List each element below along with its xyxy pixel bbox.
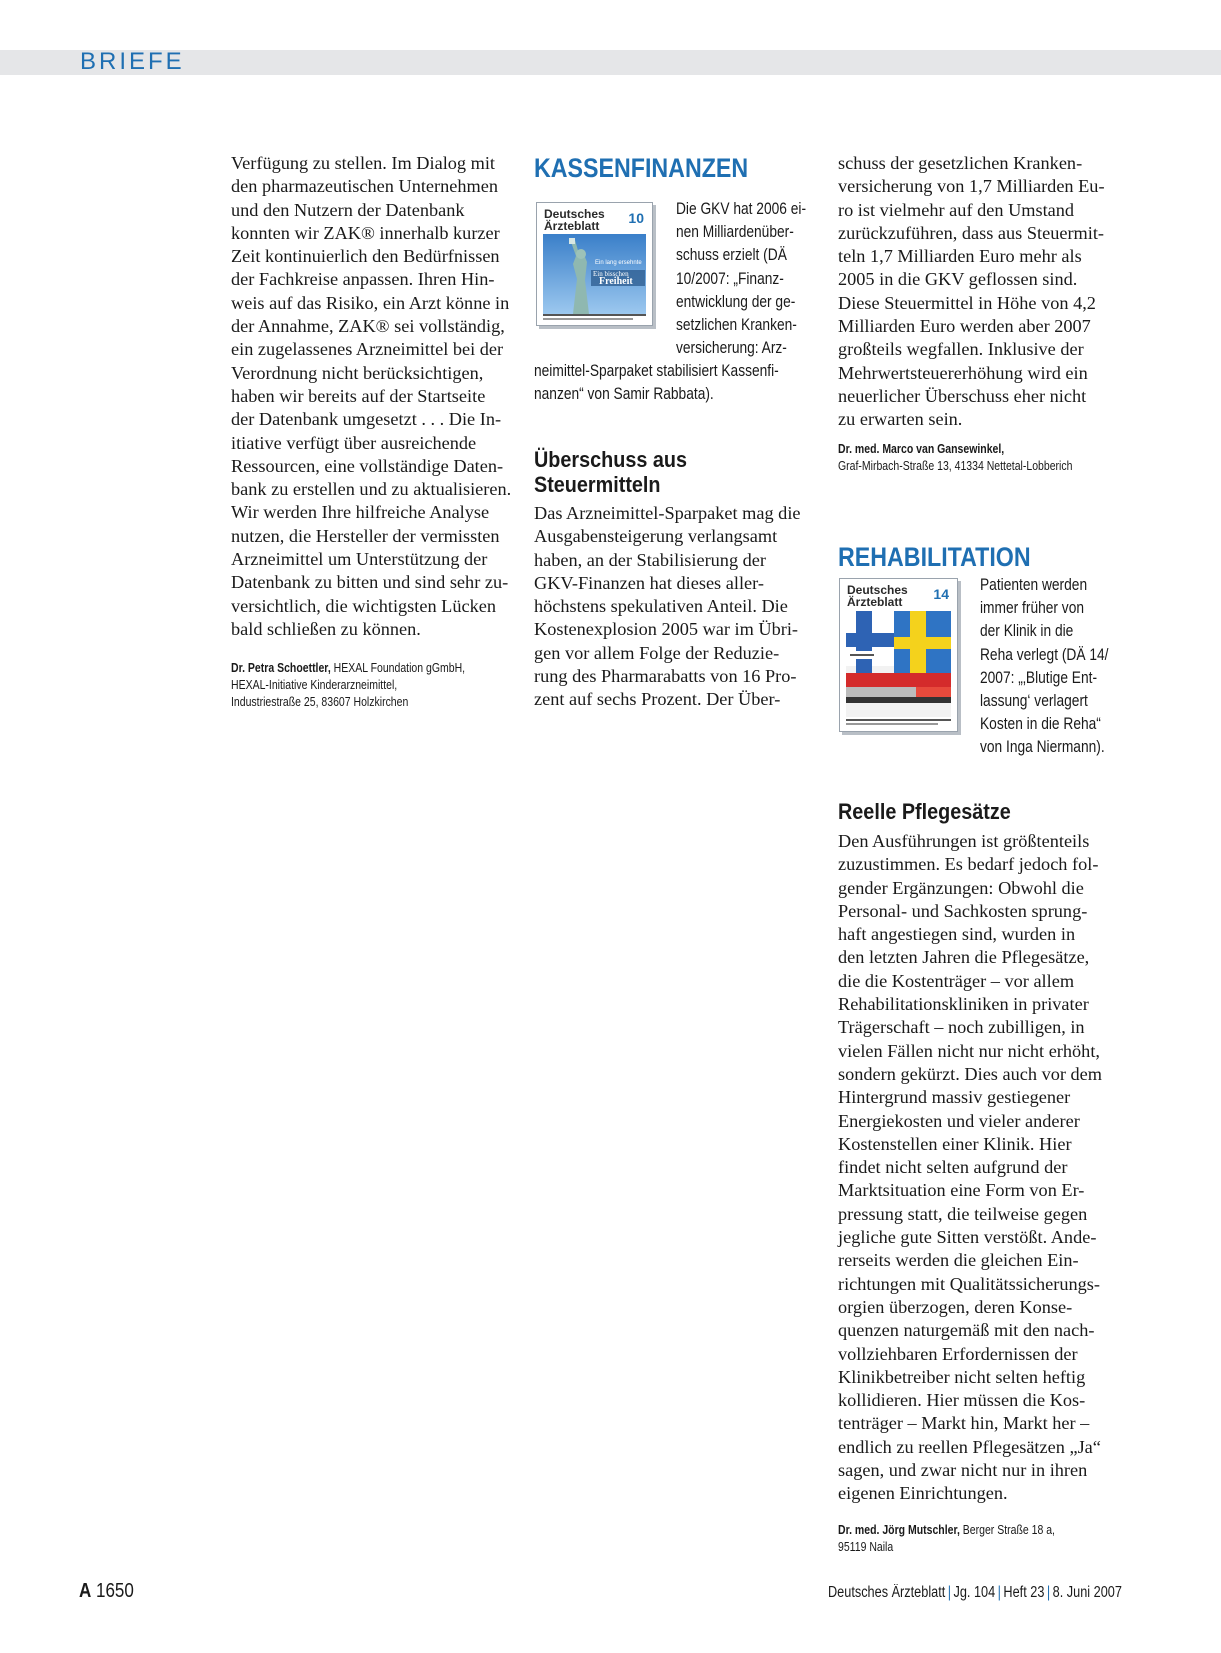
journal-issue: Heft 23 [1003, 1584, 1045, 1601]
caption-line: neimittel-Sparpaket stabilisiert Kassenfi- [534, 361, 779, 380]
text-line: haft angestiegen sind, wurden in [838, 924, 1076, 945]
text-line: 2005 in die GKV geflossen sind. [838, 269, 1078, 290]
journal-name: Deutsches Ärzteblatt [828, 1584, 946, 1601]
text-line: Trägerschaft – noch zubilligen, in [838, 1017, 1085, 1038]
text-line: GKV-Finanzen hat dieses aller- [534, 572, 764, 593]
text-line: Das Arzneimittel-Sparpaket mag die [534, 503, 801, 523]
page-number: A 1650 [79, 1580, 134, 1602]
text-line: quenzen naturgemäß mit den nach- [838, 1320, 1095, 1341]
text-line: Arzneimittel um Unterstützung der [231, 549, 488, 570]
text-line: schuss der gesetzlichen Kranken- [838, 153, 1083, 173]
text-line: vielen Fällen nicht nur nicht erhöht, [838, 1040, 1100, 1061]
caption-line: nanzen“ von Samir Rabbata). [534, 384, 714, 404]
text-line: großteils wegfallen. Inklusive der [838, 339, 1084, 360]
text-line: Verordnung nicht berücksichtigen, [231, 362, 484, 383]
statue-of-liberty-image [543, 234, 646, 314]
text-line: sagen, und zwar nicht nur in ihren [838, 1460, 1088, 1481]
signature-schoettler: Dr. Petra Schoettler, HEXAL Foundation gGmbH, HEXAL-Initiative Kinderarzneimittel, Industriestraße 25, 83607 Holzkirchen [231, 660, 466, 709]
svg-text:Freiheit: Freiheit [599, 276, 633, 287]
caption-line: setzlichen Kranken- [676, 315, 797, 335]
caption-line: Patienten werden [980, 575, 1088, 594]
heading-rehabilitation: REHABILITATION [838, 542, 1031, 572]
subheading-ueberschuss: Überschuss aus Steuermitteln [534, 447, 687, 497]
text-line: haben, an der Stabilisierung der [534, 549, 766, 570]
text-line: ein zugelassenes Arzneimittel bei der [231, 339, 504, 360]
text-line: gender Ergänzungen: Obwohl die [838, 877, 1084, 898]
caption-line: von Inga Niermann). [980, 737, 1105, 757]
text-line: zent auf sechs Prozent. Der Über- [534, 689, 781, 710]
cover-issue-number: 10 [628, 210, 644, 226]
text-line: richtungen mit Qualitätssicherungs- [838, 1273, 1100, 1294]
cover-title: Deutsches Ärzteblatt [847, 583, 908, 609]
section-label: BRIEFE [80, 48, 185, 75]
journal-date: 8. Juni 2007 [1052, 1584, 1122, 1601]
caption-line: schuss erzielt (DÄ [676, 245, 787, 265]
text-line: Den Ausführungen ist größtenteils [838, 831, 1090, 851]
text-line: Wir werden Ihre hilfreiche Analyse [231, 502, 490, 523]
caption-line: der Klinik in die [980, 621, 1074, 641]
caption-line: entwicklung der ge- [676, 291, 796, 311]
text-line: weis auf das Risiko, ein Arzt könne in [231, 292, 510, 313]
cover-text-line [846, 719, 951, 721]
text-line: orgien überzogen, deren Konse- [838, 1296, 1073, 1317]
text-line: nutzen, die Hersteller der vermissten [231, 525, 500, 546]
svg-text:Ein bisschen: Ein bisschen [593, 270, 629, 278]
column-1-text [231, 152, 516, 641]
caption-line: versicherung: Arz- [676, 338, 787, 358]
text-line: teln 1,7 Milliarden Euro mehr als [838, 246, 1082, 267]
caption-line: Reha verlegt (DÄ 14/ [980, 644, 1109, 664]
text-line: Milliarden Euro werden aber 2007 [838, 316, 1091, 337]
text-line: zu erwarten sein. [838, 409, 963, 430]
text-line: pressung statt, die teilweise gegen [838, 1203, 1088, 1224]
text-line: tenträger – Markt hin, Markt her – [838, 1413, 1090, 1434]
text-line: Zeit kontinuierlich den Bedürfnissen [231, 246, 500, 267]
text-line: der Annahme, ZAK® sei vollständig, [231, 316, 505, 337]
text-line: eigenen Einrichtungen. [838, 1483, 1008, 1504]
text-line: rung des Pharmarabatts von 16 Pro- [534, 666, 797, 687]
cover-title: Deutsches Ärzteblatt [544, 207, 605, 233]
text-line: ro ist vielmehr auf den Umstand [838, 199, 1075, 220]
caption-line: nen Milliardenüber- [676, 222, 794, 242]
text-line: Kostenstellen einer Klinik. Hier [838, 1133, 1072, 1154]
cover-text-line [543, 314, 646, 316]
caption-line: lassung‘ verlagert [980, 691, 1088, 711]
text-line: versichtlich, die wichtigsten Lücken [231, 595, 496, 616]
signature-mutschler: Dr. med. Jörg Mutschler, Berger Straße 18 a, 95119 Naila [838, 1522, 1055, 1554]
text-line: Personal- und Sachkosten sprung- [838, 900, 1088, 921]
text-line: der Fachkreise anpassen. Ihren Hin- [231, 269, 495, 290]
svg-text:Ein lang ersehnte: Ein lang ersehnte [595, 260, 642, 266]
text-line: Datenbank zu bitten und sind sehr zu- [231, 572, 509, 593]
text-line: kollidieren. Hier müssen die Kos- [838, 1390, 1086, 1411]
journal-citation: Deutsches Ärzteblatt | Jg. 104 | Heft 23 | 8. Juni 2007 [828, 1584, 1122, 1601]
text-line: Verfügung zu stellen. Im Dialog mit [231, 153, 496, 173]
text-line: endlich zu reellen Pflegesätzen „Ja“ [838, 1436, 1101, 1457]
cover-image-issue-10 [536, 202, 653, 326]
text-line: zuzustimmen. Es bedarf jedoch fol- [838, 854, 1099, 875]
subheading-reelle-pflegesaetze: Reelle Pflegesätze [838, 799, 1011, 824]
text-line: Klinikbetreiber nicht selten heftig [838, 1366, 1086, 1387]
journal-volume: Jg. 104 [953, 1584, 996, 1601]
cover-text-line [543, 318, 633, 320]
text-line: vollziehbaren Erfordernissen der [838, 1343, 1078, 1364]
caption-kassenfinanzen [676, 197, 806, 359]
caption-line: Kosten in die Reha“ [980, 714, 1101, 734]
signature-gansewinkel: Dr. med. Marco van Gansewinkel, Graf-Mirbach-Straße 13, 41334 Nettetal-Lobberich [838, 441, 1073, 473]
text-line: versicherung von 1,7 Milliarden Eu- [838, 176, 1105, 197]
flags-image [846, 611, 951, 717]
text-line: gen vor allem Folge der Reduzie- [534, 642, 780, 663]
text-line: jegliche gute Sitten verstößt. Ande- [838, 1227, 1097, 1248]
cover-issue-number: 14 [933, 586, 949, 602]
text-line: bald schließen zu können. [231, 618, 421, 639]
text-line: konnten wir ZAK® innerhalb kurzer [231, 222, 500, 243]
cover-text-line [846, 723, 938, 725]
text-line: haben wir bereits auf der Startseite [231, 385, 486, 406]
text-line: sondern gekürzt. Dies auch vor dem [838, 1063, 1102, 1084]
text-line: Energiekosten und vieler anderer [838, 1110, 1080, 1131]
text-line: den letzten Jahren die Pflegesätze, [838, 947, 1090, 968]
text-line: und den Nutzern der Datenbank [231, 199, 465, 220]
caption-line: 2007: „‚Blutige Ent- [980, 667, 1098, 687]
column-3-text-bottom [838, 830, 1128, 1506]
text-line: Ressourcen, eine vollständige Daten- [231, 455, 504, 476]
text-line: Kostenexplosion 2005 war im Übri- [534, 619, 799, 640]
text-line: die die Kostenträger – vor allem [838, 970, 1075, 991]
text-line: bank zu erstellen und zu aktualisieren. [231, 479, 512, 500]
text-line: der Datenbank umgesetzt . . . Die In- [231, 409, 502, 430]
text-line: Marktsituation eine Form von Er- [838, 1180, 1085, 1201]
text-line: findet nicht selten aufgrund der [838, 1157, 1068, 1178]
text-line: höchstens spekulativen Anteil. Die [534, 596, 788, 617]
signature-name: Dr. Petra Schoettler, [231, 660, 331, 675]
heading-kassenfinanzen: KASSENFINANZEN [534, 153, 749, 183]
text-line: den pharmazeutischen Unternehmen [231, 176, 498, 197]
cover-image-issue-14 [839, 578, 958, 732]
text-line: neuerlicher Überschuss eher nicht [838, 385, 1087, 406]
text-line: Diese Steuermittel in Höhe von 4,2 [838, 292, 1096, 313]
text-line: zurückzuführen, dass aus Steuermit- [838, 222, 1105, 243]
text-line: Hintergrund massiv gestiegener [838, 1087, 1071, 1108]
caption-rehabilitation [980, 573, 1108, 759]
column-3-text-top [838, 152, 1128, 432]
text-line: Ausgabensteigerung verlangsamt [534, 526, 778, 547]
text-line: Mehrwertsteuererhöhung wird ein [838, 362, 1088, 383]
text-line: Rehabilitationskliniken in privater [838, 994, 1089, 1015]
caption-line: 10/2007: „Finanz- [676, 268, 784, 288]
caption-line: Die GKV hat 2006 ei- [676, 199, 807, 218]
text-line: itiative verfügt über ausreichende [231, 432, 477, 453]
caption-line: immer früher von [980, 598, 1084, 618]
caption-kassenfinanzen-continued [534, 359, 779, 405]
column-2-text [534, 502, 819, 712]
text-line: rerseits werden die gleichen Ein- [838, 1250, 1079, 1271]
